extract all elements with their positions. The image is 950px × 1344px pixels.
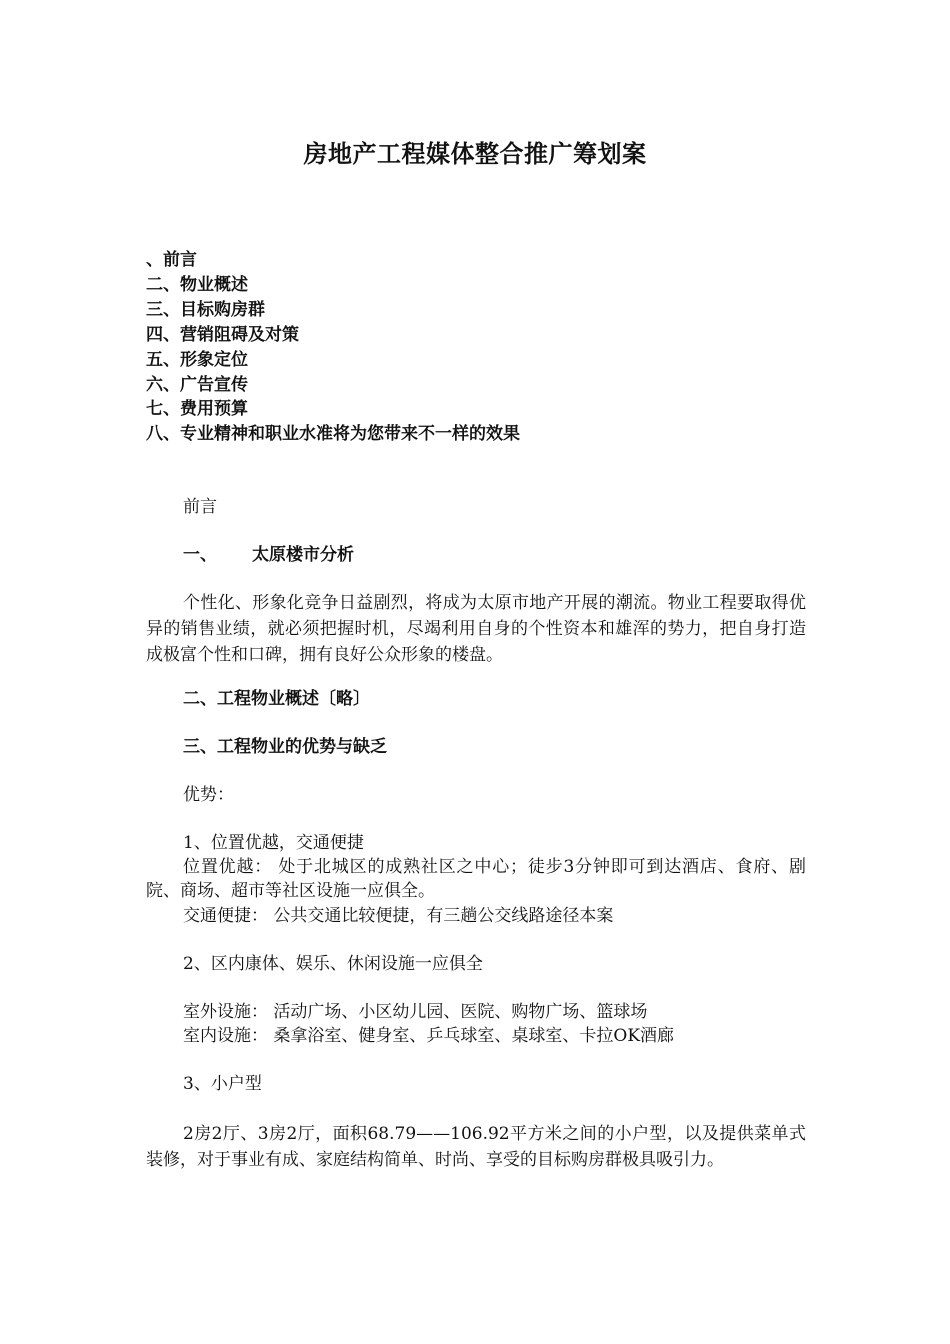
item2-outdoor-text: 活动广场、小区幼儿园、医院、购物广场、篮球场 (273, 1002, 648, 1022)
item1-location-paragraph (146, 855, 806, 903)
item1-traffic-line (146, 904, 806, 928)
toc-item: 、前言 (146, 250, 197, 270)
item2-indoor-label: 室内设施： (183, 1026, 268, 1046)
section1-number: 一、 (183, 545, 217, 565)
item3-title: 3、小户型 (183, 1074, 262, 1094)
item2-indoor-text: 桑拿浴室、健身室、乒乓球室、桌球室、卡拉OK酒廊 (273, 1026, 675, 1046)
toc-item: 七、费用预算 (146, 399, 248, 420)
preface-heading: 前言 (183, 497, 217, 517)
item2-outdoor-line (146, 1000, 806, 1024)
advantage-label: 优势： (183, 785, 234, 805)
document-title: 房地产工程媒体整合推广筹划案 (303, 139, 647, 168)
section2-heading: 二、工程物业概述〔略〕 (183, 689, 370, 709)
toc-item: 五、形象定位 (146, 349, 248, 370)
toc-item: 二、物业概述 (146, 274, 248, 295)
item1-title: 1、位置优越，交通便捷 (183, 833, 364, 853)
section3-heading: 三、工程物业的优势与缺乏 (183, 737, 387, 757)
item2-outdoor-label: 室外设施： (183, 1002, 268, 1022)
item2-indoor-line (146, 1024, 806, 1048)
item1-traffic-text: 公共交通比较便捷，有三趟公交线路途径本案 (273, 906, 614, 926)
section1-heading (146, 543, 806, 567)
toc-item: 六、广告宣传 (146, 374, 248, 395)
table-of-contents (146, 248, 826, 447)
item2-title: 2、区内康体、娱乐、休闲设施一应俱全 (183, 954, 483, 974)
toc-item: 四、营销阻碍及对策 (146, 324, 299, 345)
item1-traffic-label: 交通便捷： (183, 906, 268, 926)
section1-paragraph: 个性化、形象化竞争日益剧烈，将成为太原市地产开展的潮流。物业工程要取得优异的销售业绩，就必须把握时机，尽竭利用自身的个性资本和雄浑的势力，把自身打造成极富个性和口碑，拥有良好公众形象的楼盘。 (146, 593, 806, 665)
item3-paragraph: 2房2厅、3房2厅，面积68.79——106.92平方米之间的小户型，以及提供菜单式装修，对于事业有成、家庭结构简单、时尚、享受的目标购房群极具吸引力。 (146, 1124, 806, 1170)
item1-location-text: 处于北城区的成熟社区之中心；徒步3分钟即可到达酒店、食府、剧院、商场、超市等社区设施一应俱全。 (146, 857, 806, 901)
section1-title: 太原楼市分析 (252, 545, 354, 565)
toc-item: 八、专业精神和职业水准将为您带来不一样的效果 (146, 424, 520, 445)
item1-location-label: 位置优越： (183, 857, 273, 877)
toc-item: 三、目标购房群 (146, 299, 265, 320)
